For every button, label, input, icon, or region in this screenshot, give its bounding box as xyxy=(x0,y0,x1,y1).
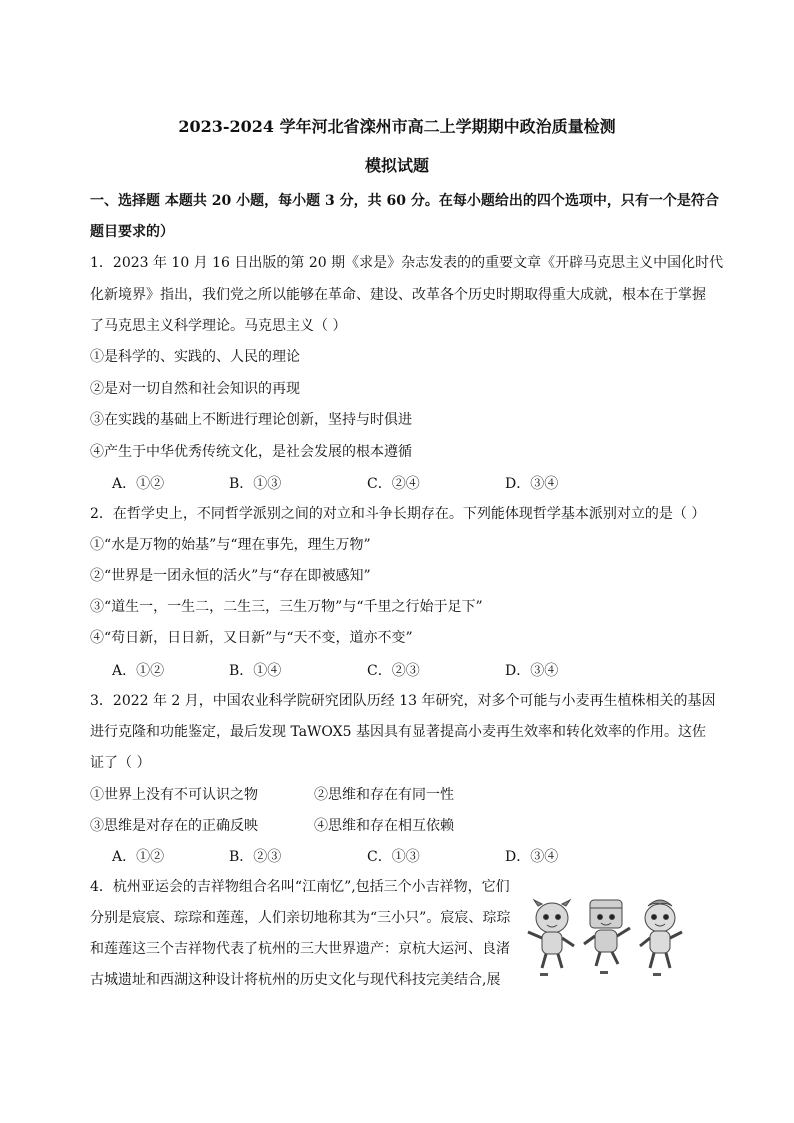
q1-statement-2: ②是对一切自然和社会知识的再现 xyxy=(90,381,300,397)
q3-statement-3: ③思维是对存在的正确反映 xyxy=(90,818,258,834)
q1-option-c: C．②④ xyxy=(367,476,420,492)
q3-options xyxy=(112,846,612,866)
q3-stem: 3．2022 年 2 月，中国农业科学院研究团队历经 13 年研究，对多个可能与小麦再生植株相关的基因 xyxy=(90,693,716,709)
q1-statement-4: ④产生于中华优秀传统文化，是社会发展的根本遵循 xyxy=(90,444,412,460)
q3-stem-cont: 进行克隆和功能鉴定，最后发现 TaWOX5 基因具有显著提高小麦再生效率和转化效率的作用。这佐 xyxy=(90,724,706,740)
document-subtitle: 模拟试题 xyxy=(364,156,429,175)
q3-statements-row-2 xyxy=(90,815,590,835)
q1-option-d: D．③④ xyxy=(505,476,559,492)
q3-statement-4: ④思维和存在相互依赖 xyxy=(314,818,454,834)
q1-options xyxy=(112,473,612,493)
q4-stem: 4．杭州亚运会的吉祥物组合名叫“江南忆”,包括三个小吉祥物，它们 xyxy=(90,879,510,895)
q1-stem-end: 了马克思主义科学理论。马克思主义（ ） xyxy=(90,318,347,334)
mascot-caption-marks xyxy=(540,971,661,976)
q2-statement-4: ④“苟日新，日日新，又日新”与“天不变，道亦不变” xyxy=(90,630,413,646)
q1-stem: 1．2023 年 10 月 16 日出版的第 20 期《求是》杂志发表的的重要文章《开辟马克思主义中国化时代 xyxy=(90,255,724,271)
q4-stem-cont-3: 古城遗址和西湖这种设计将杭州的历史文化与现代科技完美结合,展 xyxy=(90,972,501,988)
q3-option-b: B．②③ xyxy=(229,849,282,865)
q1-stem-cont: 化新境界》指出，我们党之所以能够在革命、建设、改革各个历史时期取得重大成就，根本在于掌握 xyxy=(90,287,706,303)
q2-statement-3: ③“道生一，一生二，二生三，三生万物”与“千里之行始于足下” xyxy=(90,599,483,615)
q3-statement-2: ②思维和存在有同一性 xyxy=(314,787,454,803)
q2-statement-2: ②“世界是一团永恒的活火”与“存在即被感知” xyxy=(90,568,371,584)
q3-option-d: D．③④ xyxy=(505,849,559,865)
q2-option-b: B．①④ xyxy=(229,663,282,679)
section-heading-cont: 题目要求的） xyxy=(90,224,174,240)
document-title: 2023-2024 学年河北省滦州市高二上学期期中政治质量检测 xyxy=(178,117,616,136)
q3-stem-end: 证了（ ） xyxy=(90,755,151,771)
mascot-congcong-figure xyxy=(584,900,630,966)
q2-option-c: C．②③ xyxy=(367,663,420,679)
q1-option-a: A．①② xyxy=(112,476,165,492)
mascot-chenchen-figure xyxy=(528,900,574,968)
q2-stem: 2．在哲学史上，不同哲学派别之间的对立和斗争长期存在。下列能体现哲学基本派别对立的是（ ） xyxy=(90,506,706,522)
q2-option-d: D．③④ xyxy=(505,663,559,679)
q4-stem-cont-1: 分别是宸宸、琮琮和莲莲，人们亲切地称其为“三小只”。宸宸、琮琮 xyxy=(90,910,511,926)
q2-statement-1: ①“水是万物的始基”与“理在事先，理生万物” xyxy=(90,537,371,553)
q2-options xyxy=(112,660,612,680)
q2-option-a: A．①② xyxy=(112,663,165,679)
section-heading: 一、选择题 本题共 20 小题，每小题 3 分，共 60 分。在每小题给出的四个选项中，只有一个是符合 xyxy=(90,193,719,209)
mascots-image xyxy=(520,898,698,980)
q1-statement-3: ③在实践的基础上不断进行理论创新，坚持与时俱进 xyxy=(90,412,412,428)
q3-option-a: A．①② xyxy=(112,849,165,865)
mascot-lianlian-figure xyxy=(640,900,682,968)
q3-statement-1: ①世界上没有不可认识之物 xyxy=(90,787,258,803)
q3-statements-row-1 xyxy=(90,784,590,804)
q1-statement-1: ①是科学的、实践的、人民的理论 xyxy=(90,349,300,365)
q4-stem-cont-2: 和莲莲这三个吉祥物代表了杭州的三大世界遗产：京杭大运河、良渚 xyxy=(90,941,510,957)
q3-option-c: C．①③ xyxy=(367,849,420,865)
q1-option-b: B．①③ xyxy=(229,476,282,492)
